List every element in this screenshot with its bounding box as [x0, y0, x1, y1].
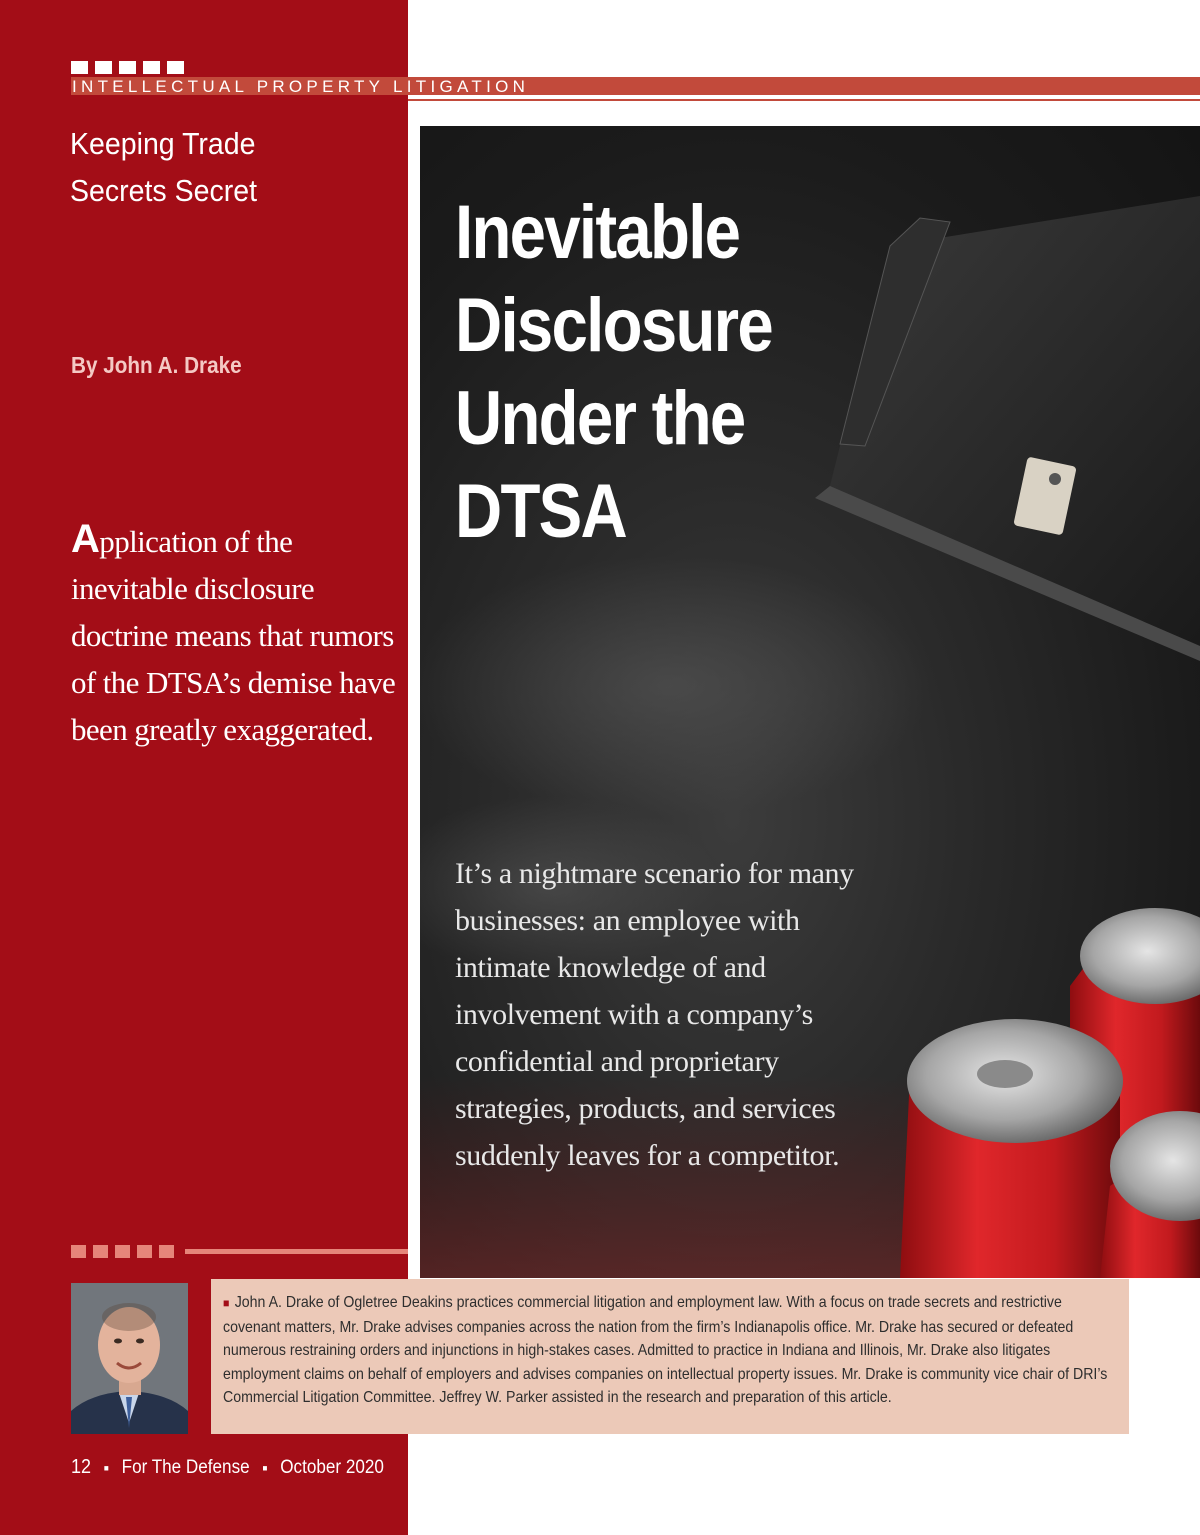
square-marker-icon	[159, 1245, 174, 1258]
square-bullet-icon: ■	[103, 1462, 109, 1473]
headline-line: Under the	[455, 376, 745, 461]
can	[900, 1019, 1123, 1278]
bio-rule	[185, 1249, 408, 1254]
square-bullet-icon: ■	[223, 1296, 230, 1310]
kicker-line: Secrets Secret	[70, 173, 258, 208]
square-marker-icon	[71, 61, 88, 74]
publication-name: For The Defense	[121, 1457, 250, 1478]
deck-text: pplication of the inevitable disclosure doctrine means that rumors of the DTSA’s demise have been greatly exaggerated.	[71, 524, 396, 747]
page-footer	[71, 1456, 384, 1479]
bio-text: John A. Drake of Ogletree Deakins practices commercial litigation and employment law. With a focus on trade secrets and restrictive covenant matters, Mr. Drake advises companies across the nation from the firm’s Indianapolis office. Mr. Drake has secured or defeated numerous restraining orders and injunctions in high-stakes cases. Admitted to practice in Indiana and Illinois, Mr. Drake also litigates employment claims on behalf of employers and advises companies on intellectual property issues. Mr. Drake is community vice chair of DRI’s Commercial Litigation Committee. Jeffrey W. Parker assisted in the research and preparation of this article.	[223, 1294, 1108, 1406]
square-marker-icon	[119, 61, 136, 74]
square-marker-icon	[137, 1245, 152, 1258]
deck	[71, 516, 401, 753]
author-photo	[71, 1283, 188, 1434]
section-underline	[408, 99, 1200, 101]
intro-paragraph: It’s a nightmare scenario for many businesses: an employee with intimate knowledge of and involvement with a company’s confidential and proprietary strategies, products, and services suddenly leaves for a competitor.	[455, 857, 854, 1172]
square-marker-icon	[143, 61, 160, 74]
section-label: INTELLECTUAL PROPERTY LITIGATION	[72, 77, 530, 96]
square-marker-icon	[93, 1245, 108, 1258]
drop-cap: A	[71, 517, 100, 561]
kicker-line: Keeping Trade	[70, 126, 256, 161]
square-marker-icon	[71, 1245, 86, 1258]
square-marker-icon	[115, 1245, 130, 1258]
kicker	[70, 120, 364, 214]
headline-line: Inevitable	[455, 190, 740, 275]
issue-date: October 2020	[280, 1457, 384, 1478]
square-marker-icon	[167, 61, 184, 74]
section-marker	[71, 61, 184, 74]
square-bullet-icon: ■	[262, 1462, 268, 1473]
author-bio	[211, 1279, 1129, 1434]
byline: By John A. Drake	[71, 352, 242, 378]
headline-line: Disclosure	[455, 283, 773, 368]
headline-line: DTSA	[455, 469, 627, 554]
bio-marker	[71, 1245, 174, 1258]
square-marker-icon	[95, 61, 112, 74]
article-headline	[455, 186, 816, 558]
page-number: 12	[71, 1456, 92, 1478]
